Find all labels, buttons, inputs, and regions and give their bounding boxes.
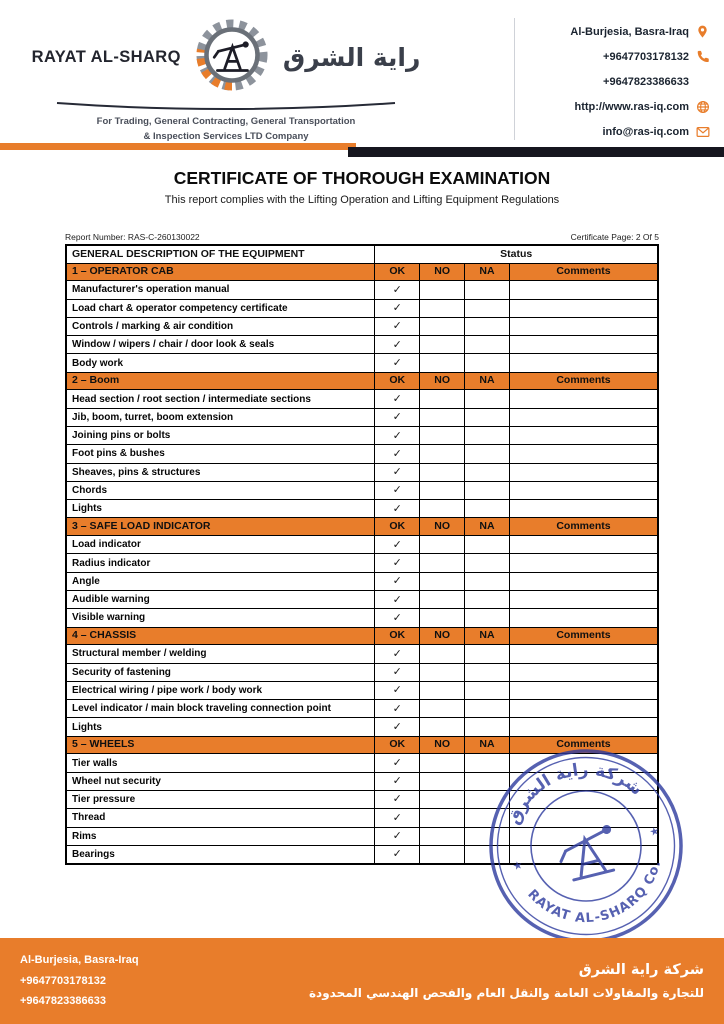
no-cell — [420, 591, 465, 609]
stamp-star-right: ★ — [648, 824, 661, 840]
no-cell — [420, 390, 465, 408]
comments-cell — [509, 336, 658, 354]
comments-cell — [509, 299, 658, 317]
na-cell — [465, 700, 510, 718]
comments-cell — [509, 845, 658, 864]
ok-cell: ✓ — [375, 663, 420, 681]
item-label: Body work — [66, 354, 375, 372]
item-row — [66, 681, 658, 699]
na-cell — [465, 336, 510, 354]
contact-text: http://www.ras-iq.com — [574, 100, 689, 113]
no-cell — [420, 718, 465, 736]
item-row — [66, 572, 658, 590]
status-column-header: NO — [420, 736, 465, 754]
status-column-header: Comments — [509, 627, 658, 645]
item-label: Wheel nut security — [66, 772, 375, 790]
item-label: Visible warning — [66, 609, 375, 627]
no-cell — [420, 790, 465, 808]
item-label: Rims — [66, 827, 375, 845]
no-cell — [420, 299, 465, 317]
item-row — [66, 845, 658, 864]
status-column-header: OK — [375, 518, 420, 536]
na-cell — [465, 354, 510, 372]
item-row — [66, 427, 658, 445]
na-cell — [465, 790, 510, 808]
contact-text: info@ras-iq.com — [602, 125, 689, 138]
dark-bar — [348, 147, 724, 157]
ok-cell: ✓ — [375, 281, 420, 299]
footer-contact-block — [20, 950, 139, 1011]
comments-cell — [509, 536, 658, 554]
item-row — [66, 481, 658, 499]
item-label: Radius indicator — [66, 554, 375, 572]
item-label: Electrical wiring / pipe work / body work — [66, 681, 375, 699]
comments-cell — [509, 700, 658, 718]
item-row — [66, 591, 658, 609]
item-label: Tier walls — [66, 754, 375, 772]
footer-company-name-ar: شركة راية الشرق — [578, 962, 704, 978]
na-cell — [465, 481, 510, 499]
inspection-table-body — [66, 245, 658, 864]
contact-text: Al-Burjesia, Basra-Iraq — [570, 25, 689, 38]
ok-cell: ✓ — [375, 681, 420, 699]
contact-row — [525, 24, 710, 39]
na-cell — [465, 317, 510, 335]
comments-cell — [509, 645, 658, 663]
status-column-header: NO — [420, 372, 465, 390]
item-label: Load indicator — [66, 536, 375, 554]
item-row — [66, 408, 658, 426]
item-label: Sheaves, pins & structures — [66, 463, 375, 481]
contact-text: +9647823386633 — [603, 75, 689, 88]
ok-cell: ✓ — [375, 790, 420, 808]
footer-address: Al-Burjesia, Basra-Iraq — [20, 954, 139, 967]
contact-row — [525, 74, 710, 89]
no-cell — [420, 609, 465, 627]
company-name-ar: راية الشرق — [282, 43, 421, 72]
ok-cell: ✓ — [375, 299, 420, 317]
item-label: Chords — [66, 481, 375, 499]
na-cell — [465, 299, 510, 317]
contact-row — [525, 124, 710, 139]
status-column-header: OK — [375, 736, 420, 754]
status-column-header: OK — [375, 263, 420, 281]
ok-cell: ✓ — [375, 390, 420, 408]
comments-cell — [509, 790, 658, 808]
no-cell — [420, 317, 465, 335]
status-column-header: Comments — [509, 736, 658, 754]
item-label: Thread — [66, 809, 375, 827]
item-label: Jib, boom, turret, boom extension — [66, 408, 375, 426]
stamp-bottom-text: RAYAT AL-SHARQ Co. — [524, 858, 665, 927]
comments-cell — [509, 463, 658, 481]
no-cell — [420, 463, 465, 481]
status-column-header: NO — [420, 263, 465, 281]
item-row — [66, 317, 658, 335]
na-cell — [465, 463, 510, 481]
company-name-en: RAYAT AL-SHARQ — [31, 48, 181, 66]
comments-cell — [509, 408, 658, 426]
comments-cell — [509, 772, 658, 790]
status-column-header: Comments — [509, 518, 658, 536]
status-column-header: NO — [420, 518, 465, 536]
na-cell — [465, 645, 510, 663]
inspection-table — [65, 244, 659, 865]
item-label: Lights — [66, 718, 375, 736]
item-row — [66, 718, 658, 736]
no-cell — [420, 445, 465, 463]
na-cell — [465, 845, 510, 864]
item-label: Window / wipers / chair / door look & seals — [66, 336, 375, 354]
na-cell — [465, 281, 510, 299]
comments-cell — [509, 390, 658, 408]
item-label: Audible warning — [66, 591, 375, 609]
company-logo — [26, 14, 426, 140]
no-cell — [420, 681, 465, 699]
item-row — [66, 609, 658, 627]
item-row — [66, 536, 658, 554]
footer-phone-1: +9647703178132 — [20, 974, 106, 987]
item-label: Manufacturer's operation manual — [66, 281, 375, 299]
comments-cell — [509, 827, 658, 845]
description-header: GENERAL DESCRIPTION OF THE EQUIPMENT — [66, 245, 375, 263]
section-header-row — [66, 627, 658, 645]
ok-cell: ✓ — [375, 317, 420, 335]
na-cell — [465, 754, 510, 772]
na-cell — [465, 445, 510, 463]
no-cell — [420, 281, 465, 299]
na-cell — [465, 681, 510, 699]
orange-bar — [0, 143, 356, 150]
no-cell — [420, 336, 465, 354]
no-cell — [420, 663, 465, 681]
na-cell — [465, 427, 510, 445]
na-cell — [465, 572, 510, 590]
section-header-row — [66, 736, 658, 754]
item-row — [66, 700, 658, 718]
comments-cell — [509, 481, 658, 499]
item-row — [66, 645, 658, 663]
na-cell — [465, 718, 510, 736]
item-label: Foot pins & bushes — [66, 445, 375, 463]
item-row — [66, 390, 658, 408]
section-header-row — [66, 518, 658, 536]
no-cell — [420, 572, 465, 590]
tagline-line1: For Trading, General Contracting, General Transportation — [96, 116, 356, 127]
globe-icon — [695, 99, 710, 114]
comments-cell — [509, 317, 658, 335]
comments-cell — [509, 609, 658, 627]
section-header-row — [66, 372, 658, 390]
item-row — [66, 663, 658, 681]
stamp-star-left: ★ — [511, 858, 525, 874]
item-row — [66, 445, 658, 463]
status-column-header: OK — [375, 627, 420, 645]
na-cell — [465, 390, 510, 408]
icon-spacer — [695, 74, 710, 89]
footer-company-block — [309, 962, 704, 1000]
contact-row — [525, 99, 710, 114]
na-cell — [465, 591, 510, 609]
no-cell — [420, 354, 465, 372]
na-cell — [465, 408, 510, 426]
footer — [0, 938, 724, 1024]
item-row — [66, 772, 658, 790]
page-subtitle: This report complies with the Lifting Operation and Lifting Equipment Regulations — [164, 194, 560, 206]
ok-cell: ✓ — [375, 500, 420, 518]
status-column-header: NA — [465, 263, 510, 281]
contact-block — [514, 18, 710, 140]
no-cell — [420, 827, 465, 845]
no-cell — [420, 481, 465, 499]
item-label: Head section / root section / intermediate sections — [66, 390, 375, 408]
item-row — [66, 336, 658, 354]
item-row — [66, 827, 658, 845]
status-column-header: NA — [465, 518, 510, 536]
section-title: 1 – OPERATOR CAB — [66, 263, 375, 281]
status-column-header: Comments — [509, 372, 658, 390]
ok-cell: ✓ — [375, 645, 420, 663]
comments-cell — [509, 591, 658, 609]
header — [0, 0, 724, 140]
no-cell — [420, 772, 465, 790]
no-cell — [420, 754, 465, 772]
ok-cell: ✓ — [375, 354, 420, 372]
comments-cell — [509, 718, 658, 736]
no-cell — [420, 700, 465, 718]
item-row — [66, 299, 658, 317]
contact-text: +9647703178132 — [603, 50, 689, 63]
comments-cell — [509, 681, 658, 699]
item-label: Security of fastening — [66, 663, 375, 681]
table-header-row — [66, 245, 658, 263]
gear-pumpjack-logo-icon — [191, 14, 273, 101]
ok-cell: ✓ — [375, 463, 420, 481]
phone-icon — [695, 49, 710, 64]
logo-swoosh-line — [51, 101, 401, 113]
no-cell — [420, 500, 465, 518]
status-header: Status — [375, 245, 658, 263]
status-column-header: OK — [375, 372, 420, 390]
comments-cell — [509, 281, 658, 299]
page-title: CERTIFICATE OF THOROUGH EXAMINATION — [173, 168, 551, 188]
item-label: Tier pressure — [66, 790, 375, 808]
footer-phone-2: +9647823386633 — [20, 995, 106, 1008]
item-row — [66, 809, 658, 827]
section-title: 2 – Boom — [66, 372, 375, 390]
ok-cell: ✓ — [375, 427, 420, 445]
report-meta — [65, 232, 659, 242]
status-column-header: Comments — [509, 263, 658, 281]
ok-cell: ✓ — [375, 772, 420, 790]
ok-cell: ✓ — [375, 609, 420, 627]
comments-cell — [509, 663, 658, 681]
item-label: Bearings — [66, 845, 375, 864]
ok-cell: ✓ — [375, 481, 420, 499]
status-column-header: NO — [420, 627, 465, 645]
section-header-row — [66, 263, 658, 281]
comments-cell — [509, 554, 658, 572]
ok-cell: ✓ — [375, 336, 420, 354]
na-cell — [465, 827, 510, 845]
item-label: Load chart & operator competency certificate — [66, 299, 375, 317]
report-number: Report Number: RAS-C-260130022 — [65, 232, 200, 242]
na-cell — [465, 609, 510, 627]
na-cell — [465, 500, 510, 518]
ok-cell: ✓ — [375, 809, 420, 827]
item-row — [66, 500, 658, 518]
certificate-page-label: Certificate Page: 2 Of 5 — [570, 232, 659, 242]
item-row — [66, 463, 658, 481]
item-label: Level indicator / main block traveling connection point — [66, 700, 375, 718]
ok-cell: ✓ — [375, 536, 420, 554]
item-row — [66, 754, 658, 772]
no-cell — [420, 845, 465, 864]
location-pin-icon — [695, 24, 710, 39]
item-row — [66, 554, 658, 572]
na-cell — [465, 554, 510, 572]
no-cell — [420, 645, 465, 663]
ok-cell: ✓ — [375, 408, 420, 426]
no-cell — [420, 427, 465, 445]
comments-cell — [509, 445, 658, 463]
status-column-header: NA — [465, 736, 510, 754]
ok-cell: ✓ — [375, 572, 420, 590]
section-title: 3 – SAFE LOAD INDICATOR — [66, 518, 375, 536]
item-row — [66, 354, 658, 372]
na-cell — [465, 536, 510, 554]
item-row — [66, 281, 658, 299]
item-label: Controls / marking & air condition — [66, 317, 375, 335]
footer-company-desc-ar: للتجارة والمقاولات العامة والنقل العام والفحص الهندسي المحدودة — [308, 986, 704, 1000]
tagline-line2: & Inspection Services LTD Company — [143, 130, 309, 142]
no-cell — [420, 554, 465, 572]
na-cell — [465, 663, 510, 681]
na-cell — [465, 809, 510, 827]
item-label: Structural member / welding — [66, 645, 375, 663]
comments-cell — [509, 572, 658, 590]
no-cell — [420, 408, 465, 426]
ok-cell: ✓ — [375, 700, 420, 718]
item-label: Angle — [66, 572, 375, 590]
status-column-header: NA — [465, 372, 510, 390]
item-label: Lights — [66, 500, 375, 518]
status-column-header: NA — [465, 627, 510, 645]
item-label: Joining pins or bolts — [66, 427, 375, 445]
svg-text:RAYAT AL-SHARQ Co. — [523, 855, 676, 941]
ok-cell: ✓ — [375, 754, 420, 772]
na-cell — [465, 772, 510, 790]
comments-cell — [509, 754, 658, 772]
email-icon — [695, 124, 710, 139]
no-cell — [420, 536, 465, 554]
ok-cell: ✓ — [375, 591, 420, 609]
ok-cell: ✓ — [375, 827, 420, 845]
section-title: 4 – CHASSIS — [66, 627, 375, 645]
stamp-top-text: شركة راية الشرق — [503, 759, 647, 828]
ok-cell: ✓ — [375, 445, 420, 463]
ok-cell: ✓ — [375, 554, 420, 572]
comments-cell — [509, 809, 658, 827]
no-cell — [420, 809, 465, 827]
comments-cell — [509, 354, 658, 372]
section-title: 5 – WHEELS — [66, 736, 375, 754]
comments-cell — [509, 500, 658, 518]
header-separator — [0, 140, 724, 158]
contact-row — [525, 49, 710, 64]
ok-cell: ✓ — [375, 718, 420, 736]
comments-cell — [509, 427, 658, 445]
item-row — [66, 790, 658, 808]
ok-cell: ✓ — [375, 845, 420, 864]
